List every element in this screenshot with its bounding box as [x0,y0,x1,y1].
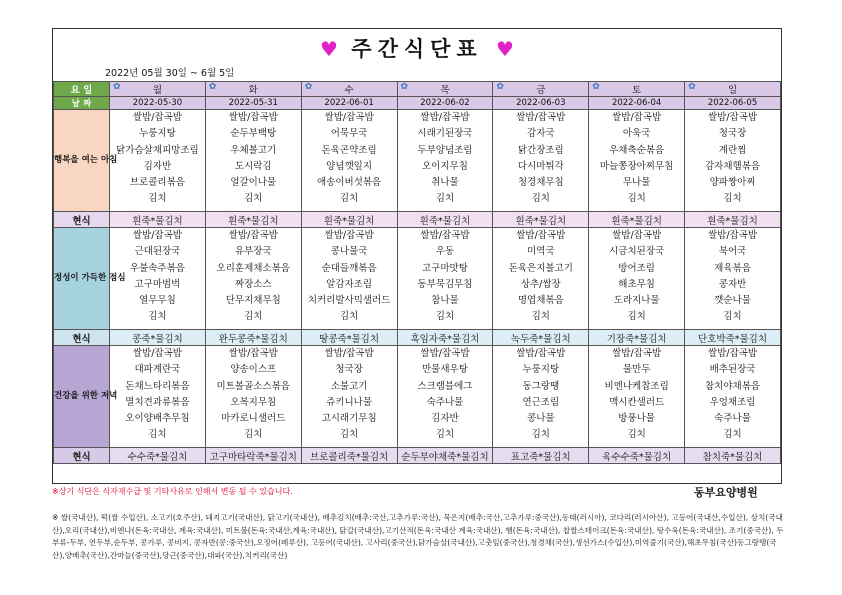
menu-item: 배추된장국 [709,364,756,376]
date-cell: 2022-06-03 [493,97,589,110]
date-cell: 2022-06-01 [301,97,397,110]
menu-item: 쌀밥/잡곡밥 [707,112,758,123]
menu-item: 김치 [339,193,359,205]
menu-item: 김치 [148,193,167,205]
menu-item: 김치 [627,429,646,441]
snack-cell: 참치죽*물김치 [685,448,781,464]
page-title [53,33,781,63]
menu-item: 숙주나물 [426,396,464,408]
menu-item: 스크램블에그 [417,380,473,392]
menu-item: 김치 [531,429,550,441]
date-cell: 2022-06-05 [685,97,781,110]
meal-label: 정성이 가득한 점심 [54,228,110,330]
menu-item: 멸치견과류볶음 [125,396,190,408]
menu-item: 동그랑땡 [522,380,560,392]
menu-item: 우체볼고기 [230,144,277,156]
day-header-row [54,82,781,97]
menu-item: 상추/쌈장 [520,278,561,290]
origin-info: ※ 쌀(국내산), 떡(쌀 수입산), 소고기(호주산), 돼지고기(국내산), 닭고기(국내산), 배추김치(배추:국산,고추가루:국산), 묵은지(배추:국산,고추가루:중국산),동태(러시아), 코다리(러시아산), 고등어(국내산,수입산), 삼치(국내산),오리(국내산),비엔나(돈육:국내산, 계육:국내산), 미트볼(돈육:국내산,계육:국내산), 닭갈(국내산),고기산적(돈육:국내산 계육:국내산), 햄(돈육:국내산), 찹쌀스테이크(돈육:국내산), 탕수육(돈육:국내산), 조기(중국산), 두부류-두부, 연두부,순두부, 콩가루, 콩비지, 콩자반(콩:중국산),오징어(페루산), 고등어(국내산), 고사리(중국산),닭가슴살(국내산),고춧잎(중국산),청경채(국산),생선가스(수입산),미역줄기(국산),해초무침(국산)동그랑땡(국산),양배추(국산),간마늘(중국산),당근(중국산),대파(국산),치커리(국산) [52,513,784,560]
menu-item: 쌀밥/잡곡밥 [324,348,374,359]
menu-cell [301,346,397,448]
menu-item: 애송이버섯볶음 [316,177,382,189]
menu-item: 숙주나물 [714,413,751,425]
menu-item: 김치 [531,311,550,323]
menu-item: 김치 [723,429,742,441]
menu-item: 만물새우탕 [422,364,468,376]
menu-item: 돈육은지볼고기 [508,262,573,274]
snack-cell: 표고죽*물김치 [493,448,589,464]
menu-item: 알감자조림 [326,278,373,290]
menu-item: 김치 [531,193,550,205]
menu-item: 김치 [435,429,455,441]
snack-cell: 고구마타락죽*물김치 [205,448,301,464]
menu-item: 방어조림 [618,262,655,274]
snack-row [54,330,781,346]
flower-icon: ✿ [208,82,217,92]
snack-cell: 콩죽*물김치 [110,330,206,346]
menu-item: 김치 [435,311,455,323]
menu-item: 돈채느타리볶음 [125,380,190,392]
menu-cell [493,110,589,212]
menu-item: 연근조림 [522,396,560,408]
menu-item: 쌀밥/잡곡밥 [132,348,182,359]
menu-item: 고구마맛탕 [422,262,468,274]
menu-item: 김치 [723,311,742,323]
menu-item: 닭간장조림 [517,144,564,156]
menu-item: 깻순나물 [714,295,751,307]
menu-item: 오이양배추무침 [125,413,190,425]
menu-item: 콩나물국 [330,246,368,258]
menu-item: 쌀밥/잡곡밥 [707,230,758,241]
day-cell: ✿ 토 [589,82,685,97]
menu-item: 치커리발사믹샐러드 [307,295,391,307]
snack-cell: 기장죽*물김치 [589,330,685,346]
menu-item: 누룽지탕 [522,364,560,376]
menu-item: 아욱국 [622,128,651,140]
menu-cell [205,346,301,448]
menu-item: 대파계란국 [134,364,181,376]
menu-item: 맥시칸샐러드 [609,396,665,408]
snack-cell: 단호박죽*물김치 [685,330,781,346]
menu-item: 취나물 [431,177,459,189]
menu-item: 김치 [627,193,646,205]
menu-item: 우채축순볶음 [609,144,665,156]
menu-cell [493,228,589,330]
menu-item: 쌀밥/잡곡밥 [132,230,182,241]
snack-cell: 완두콩죽*물김치 [205,330,301,346]
menu-item: 쌀밥/잡곡밥 [324,112,374,123]
date-cell: 2022-06-04 [589,97,685,110]
menu-item: 유부장국 [234,246,272,258]
snack-row [54,448,781,464]
snack-cell: 육수수죽*물김치 [589,448,685,464]
snack-cell: 흰죽*물김치 [205,212,301,228]
menu-item: 쥬키니나물 [326,396,373,408]
menu-item: 계란찜 [718,144,747,156]
menu-item: 비엔나케찹조림 [604,380,669,392]
menu-item: 쌀밥/잡곡밥 [228,348,278,359]
menu-item: 시금치된장국 [609,246,665,258]
menu-item: 콩자반 [718,278,747,290]
heart-icon: ♥ [496,37,514,61]
menu-item: 김자반 [143,160,172,172]
snack-label: 현식 [54,212,110,228]
snack-label: 현식 [54,330,110,346]
menu-item: 김치 [435,193,455,205]
menu-item: 오복지무침 [230,396,277,408]
menu-item: 참치야채볶음 [705,380,761,392]
hospital-name: 동부요양병원 [694,486,758,499]
flower-icon: ✿ [113,82,121,92]
menu-item: 김치 [148,429,167,441]
date-cell: 2022-05-31 [205,97,301,110]
menu-item: 쌀밥/잡곡밥 [612,230,662,241]
menu-item: 청국장 [335,364,363,376]
dinner-row [54,346,781,448]
menu-item: 쌀밥/잡곡밥 [612,112,662,123]
menu-item: 쌀밥/잡곡밥 [420,112,470,123]
snack-cell: 흰죽*물김치 [301,212,397,228]
menu-item: 양송이스프 [230,364,277,376]
menu-item: 명엽채볶음 [517,295,564,307]
menu-item: 쌀밥/잡곡밥 [516,348,566,359]
heart-icon: ♥ [320,37,338,61]
menu-item: 청경채무침 [517,177,564,189]
menu-frame [52,28,782,484]
menu-item: 미역국 [527,246,555,258]
menu-item: 근대된장국 [134,246,181,258]
menu-item: 쌀밥/잡곡밥 [516,230,566,241]
menu-item: 우불속주볶음 [129,262,185,274]
menu-cell [110,346,206,448]
day-cell: ✿ 일 [685,82,781,97]
menu-item: 쌀밥/잡곡밥 [420,348,470,359]
day-cell: ✿ 월 [110,82,206,97]
menu-item: 제육볶음 [714,262,751,274]
menu-item: 돈육곤약조림 [321,144,377,156]
snack-cell: 순두부야채죽*물김치 [397,448,493,464]
menu-item: 시래기된장국 [417,128,473,140]
snack-cell: 흰죽*물김치 [110,212,206,228]
menu-item: 북어국 [718,246,747,258]
menu-item: 단무지채무침 [225,295,281,307]
menu-item: 쌀밥/잡곡밥 [228,230,278,241]
menu-item: 해초무침 [618,278,655,290]
menu-item: 김자반 [431,413,459,425]
day-cell: ✿ 화 [205,82,301,97]
menu-cell [685,110,781,212]
menu-item: 도라지나물 [613,295,660,307]
menu-cell [205,110,301,212]
menu-item: 김치 [339,311,359,323]
snack-row [54,212,781,228]
menu-item: 물만두 [622,364,651,376]
snack-cell: 흰죽*물김치 [397,212,493,228]
menu-cell [301,228,397,330]
flower-icon: ✿ [400,82,409,92]
menu-cell [397,110,493,212]
menu-item: 누룽지탕 [139,128,176,140]
flower-icon: ✿ [496,82,504,92]
menu-item: 김치 [244,429,263,441]
snack-label: 현식 [54,448,110,464]
day-cell: ✿ 수 [301,82,397,97]
snack-cell: 흰죽*물김치 [589,212,685,228]
snack-cell: 수수죽*물김치 [110,448,206,464]
menu-cell [493,346,589,448]
menu-cell [397,228,493,330]
menu-item: 순두부백탕 [230,128,277,140]
menu-item: 쌀밥/잡곡밥 [132,112,182,123]
menu-item: 두부양념조림 [417,144,473,156]
menu-item: 마카로니샐러드 [221,413,286,425]
date-header-label: 날 짜 [54,97,110,110]
menu-item: 짜장소스 [234,278,272,290]
menu-item: 감자국 [527,128,555,140]
menu-item: 도시락김 [234,160,272,172]
menu-item: 김치 [244,311,263,323]
flower-icon: ✿ [304,82,313,92]
menu-item: 마늘쫑장아찌무침 [599,160,674,172]
menu-item: 콩나물 [527,413,555,425]
flower-icon: ✿ [688,82,696,92]
menu-item: 미트볼골소스볶음 [216,380,290,392]
menu-item: 고구마범벅 [134,278,181,290]
menu-cell [685,228,781,330]
menu-item: 순대들깨볶음 [321,262,377,274]
date-cell: 2022-06-02 [397,97,493,110]
breakfast-row [54,110,781,212]
menu-item: 김치 [339,429,359,441]
menu-item: 김치 [723,193,742,205]
menu-item: 다시마튀각 [517,160,564,172]
notice-text: ※상기 식단은 식자재수급 및 기타사유로 인해서 변동 될 수 있습니다. [52,487,293,496]
meal-label: 행복을 여는 아침 [54,110,110,212]
menu-cell [589,228,685,330]
menu-cell [205,228,301,330]
snack-cell: 흰죽*물김치 [493,212,589,228]
title-text: 주간식단표 [351,37,483,61]
flower-icon: ✿ [592,82,600,92]
snack-cell: 흑임자죽*물김치 [397,330,493,346]
menu-item: 어묵무국 [330,128,368,140]
menu-item: 얼갈이나물 [230,177,277,189]
menu-cell [589,110,685,212]
menu-item: 쌀밥/잡곡밥 [324,230,374,241]
snack-cell: 흰죽*물김치 [685,212,781,228]
menu-item: 우엉채조림 [709,396,756,408]
menu-item: 쌀밥/잡곡밥 [228,112,278,123]
menu-cell [685,346,781,448]
menu-item: 브로콜리볶음 [129,177,185,189]
menu-item: 참나물 [431,295,459,307]
menu-cell [589,346,685,448]
snack-cell: 땅콩죽*물김치 [301,330,397,346]
menu-item: 쌀밥/잡곡밥 [707,348,758,359]
menu-item: 열무무침 [139,295,176,307]
day-cell: ✿ 금 [493,82,589,97]
date-cell: 2022-05-30 [110,97,206,110]
menu-cell [301,110,397,212]
menu-item: 김치 [244,193,263,205]
period-label: 2022년 05월 30일 ~ 6월 5일 [105,68,235,79]
meal-label: 건강을 위한 저녁 [54,346,110,448]
weekly-menu-table [53,81,781,464]
menu-item: 쌀밥/잡곡밥 [420,230,470,241]
menu-item: 쌀밥/잡곡밥 [612,348,662,359]
lunch-row [54,228,781,330]
menu-item: 청국장 [718,128,747,140]
menu-item: 김치 [148,311,167,323]
menu-item: 오리훈제채소볶음 [216,262,290,274]
menu-item: 닭가슴살채피망조림 [116,144,199,156]
menu-item: 우동 [435,246,455,258]
snack-cell: 녹두죽*물김치 [493,330,589,346]
menu-cell [110,110,206,212]
menu-item: 소불고기 [330,380,368,392]
menu-item: 양념깻잎지 [326,160,373,172]
day-header-label: 요 일 [54,82,110,97]
menu-item: 동부묵김무침 [417,278,473,290]
date-header-row [54,97,781,110]
snack-cell: 브로콜리죽*물김치 [301,448,397,464]
menu-item: 김치 [627,311,646,323]
day-cell: ✿ 목 [397,82,493,97]
menu-item: 고시래기무침 [321,413,377,425]
menu-item: 감자채햄볶음 [705,160,761,172]
menu-item: 무나물 [622,177,651,189]
menu-cell [397,346,493,448]
menu-item: 오이지무침 [422,160,468,172]
menu-item: 방풍나물 [618,413,655,425]
menu-item: 쌀밥/잡곡밥 [516,112,566,123]
menu-item: 양파짱아찌 [709,177,756,189]
